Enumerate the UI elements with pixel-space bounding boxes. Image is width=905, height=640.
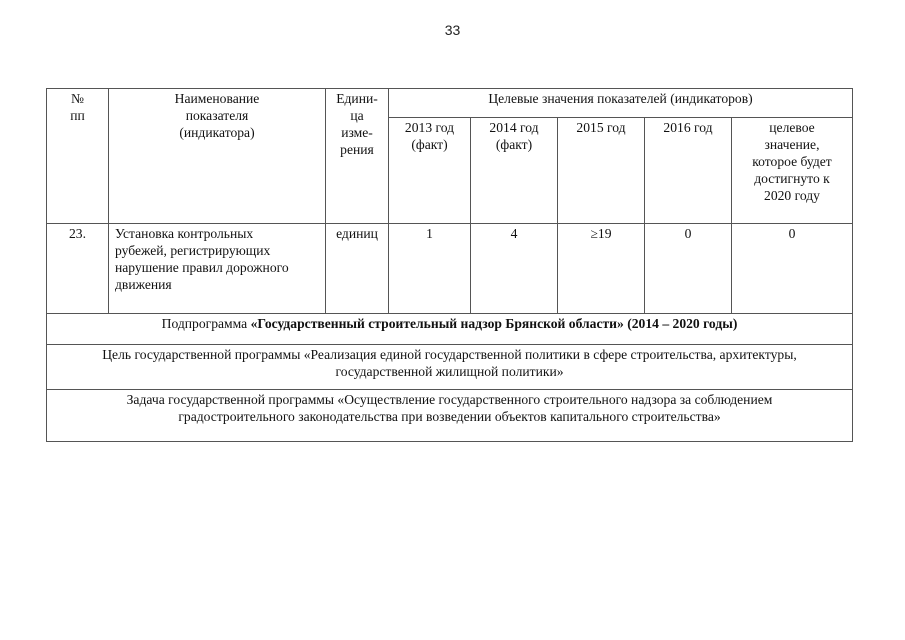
row-value-2015: ≥19 [558,224,645,314]
year-label: 2015 год [576,120,626,135]
indicator-name-line: рубежей, регистрирующих [115,243,271,258]
year-label: 2013 год [404,120,455,135]
row-unit: единиц [326,224,389,314]
indicator-name-line: движения [115,277,172,292]
row-value-2016: 0 [645,224,732,314]
header-unit-cell [326,89,389,224]
subprogram-title: «Государственный строительный надзор Брянской области» (2014 – 2020 годы) [250,316,738,331]
target-line: которое будет [752,154,832,169]
task-line: градостроительного законодательства при возведении объектов капитального строительства» [178,409,721,424]
indicator-name-line: нарушение правил дорожного [115,260,289,275]
year-label: 2016 год [663,120,713,135]
header-num-line: пп [70,108,85,123]
task-cell [47,390,853,442]
header-name-cell [109,89,326,224]
header-unit-line: ца [350,108,364,123]
header-year-2016 [645,118,732,224]
target-line: достигнуто к [754,171,830,186]
row-value-2013: 1 [389,224,471,314]
subprogram-row [47,314,853,345]
table-row [47,224,853,314]
page-number: 33 [444,22,461,38]
target-line: 2020 году [764,188,820,203]
goal-cell [47,345,853,390]
header-name-line: показателя [185,108,249,123]
header-target-cell [732,118,853,224]
year-label: 2014 год [489,120,539,135]
year-note: (факт) [495,137,533,152]
indicators-table [46,88,853,442]
row-indicator-name [109,224,326,314]
indicator-name-line: Установка контрольных [115,226,254,241]
task-line: Задача государственной программы «Осуществление государственного строительного надзора за соблюдением [126,392,773,407]
header-row [47,89,853,118]
task-row [47,390,853,442]
goal-line: государственной жилищной политики» [335,364,564,379]
header-group-title: Целевые значения показателей (индикаторов) [389,89,853,118]
header-unit-line: рения [340,142,374,157]
header-unit-line: изме- [341,125,373,140]
subprogram-prefix: Подпрограмма [161,316,251,331]
goal-row [47,345,853,390]
header-unit-line: Едини- [336,91,378,106]
row-value-2014: 4 [471,224,558,314]
goal-line: Цель государственной программы «Реализация единой государственной политики в сфере строительства, архитектуры, [102,347,797,362]
row-num: 23. [47,224,109,314]
header-year-2013 [389,118,471,224]
header-name-line: (индикатора) [179,125,255,140]
target-line: значение, [764,137,820,152]
year-note: (факт) [411,137,448,152]
subprogram-cell [47,314,853,345]
target-line: целевое [769,120,815,135]
header-name-line: Наименование [174,91,260,106]
row-target-value: 0 [732,224,853,314]
header-num-line: № [71,91,84,106]
header-num-cell [47,89,109,224]
header-year-2015 [558,118,645,224]
header-year-2014 [471,118,558,224]
